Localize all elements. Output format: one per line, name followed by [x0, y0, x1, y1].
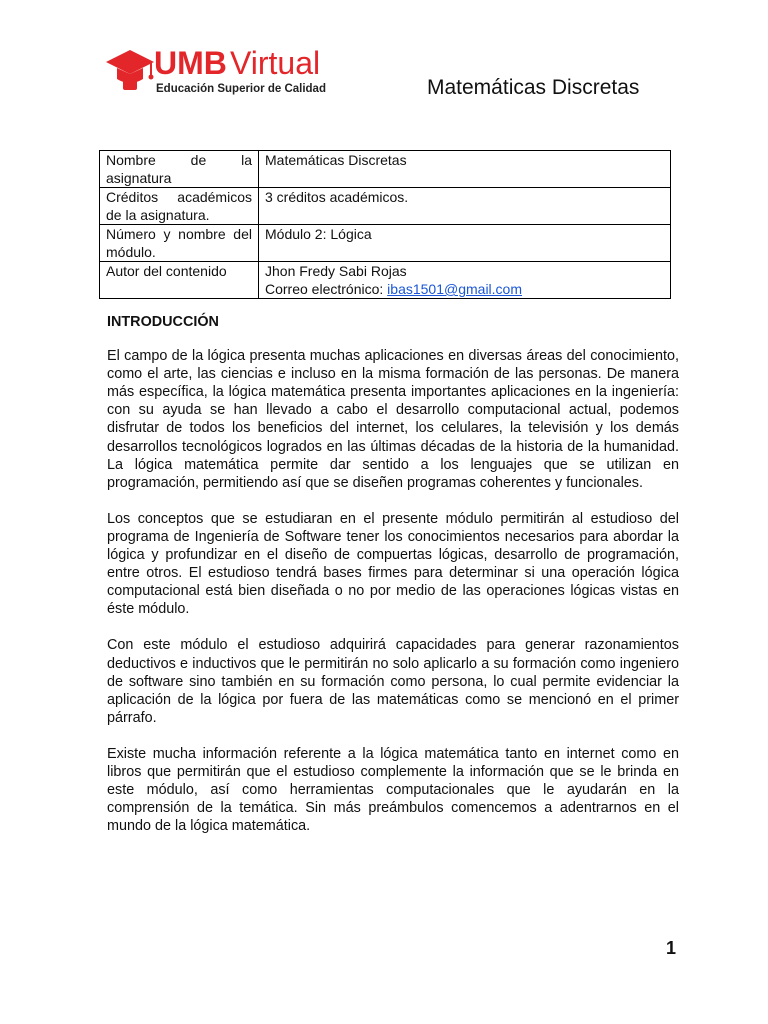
document-title: Matemáticas Discretas	[427, 76, 640, 99]
table-row	[100, 188, 671, 225]
page-number: 1	[666, 938, 677, 958]
author-name: Jhon Fredy Sabi Rojas	[265, 263, 407, 279]
umb-virtual-logo	[104, 42, 344, 102]
table-row	[100, 151, 671, 188]
table-cell-label: Número y nombre del módulo.	[100, 225, 259, 262]
table-cell-value: Módulo 2: Lógica	[259, 225, 671, 262]
email-label: Correo electrónico:	[265, 281, 384, 297]
paragraph: Los conceptos que se estudiaran en el presente módulo permitirán al estudioso del programa de Ingeniería de Software tener los conocimientos necesarios para abordar la lógica y profundizar en el diseño de compuertas lógicas, desarrollo de programación, entre otros. El estudioso tendrá bases firmes para determinar si una operación lógica computacional está bien diseñada o no por medio de las operaciones lógicas vistas en éste módulo.	[107, 510, 679, 618]
paragraph: El campo de la lógica presenta muchas aplicaciones en diversas áreas del conocimiento, como el arte, las ciencias e incluso en la misma formación de las personas. De manera más específica, la lógica matemática presenta importantes aplicaciones en la ingeniería: con su ayuda se han llevado a cabo el desarrollo computacional actual, podemos disfrutar de todos los beneficios del internet, los celulares, la televisión y los demás desarrollos tecnológicos logrados en las últimas décadas de la historia de la humanidad. La lógica matemática permite dar sentido a los lenguajes que se utilizan en programación, permitiendo así que se diseñen programas coherentes y funcionales.	[107, 348, 679, 491]
table-cell-value: Matemáticas Discretas	[259, 151, 671, 188]
table-cell-label: Nombre de la asignatura	[100, 151, 259, 188]
email-link[interactable]: ibas1501@gmail.com	[387, 281, 523, 297]
graduation-cap-icon	[106, 50, 154, 90]
paragraph: Con este módulo el estudioso adquirirá capacidades para generar razonamientos deductivos e inductivos que le permitirán no solo aplicarlo a su formación como ingeniero de software sino también en su formación como persona, lo cual permite evidenciar la aplicación de la lógica por fuera de las matemáticas como se mencionó en el primer párrafo.	[107, 637, 679, 726]
section-heading: INTRODUCCIÓN	[107, 314, 219, 330]
table-row	[100, 225, 671, 262]
logo-tagline: Educación Superior de Calidad	[156, 83, 326, 95]
table-row	[100, 262, 671, 299]
logo-word-light: Virtual	[230, 45, 321, 81]
paragraph: Existe mucha información referente a la lógica matemática tanto en internet como en libros que permitirán que el estudioso complemente la información que se le brinda en este módulo, así como herramientas computacionales que le ayudarán en la comprensión de la temática. Sin más preámbulos comencemos a adentrarnos en el mundo de la lógica matemática.	[107, 745, 679, 835]
table-cell-label: Créditos académicos de la asignatura.	[100, 188, 259, 225]
table-cell-value: 3 créditos académicos.	[259, 188, 671, 225]
logo-word-bold: UMB	[154, 45, 227, 81]
email-line	[265, 280, 664, 298]
table-cell-value	[259, 262, 671, 299]
document-body	[107, 313, 679, 853]
course-info-table	[99, 150, 671, 299]
table-cell-label: Autor del contenido	[100, 262, 259, 299]
